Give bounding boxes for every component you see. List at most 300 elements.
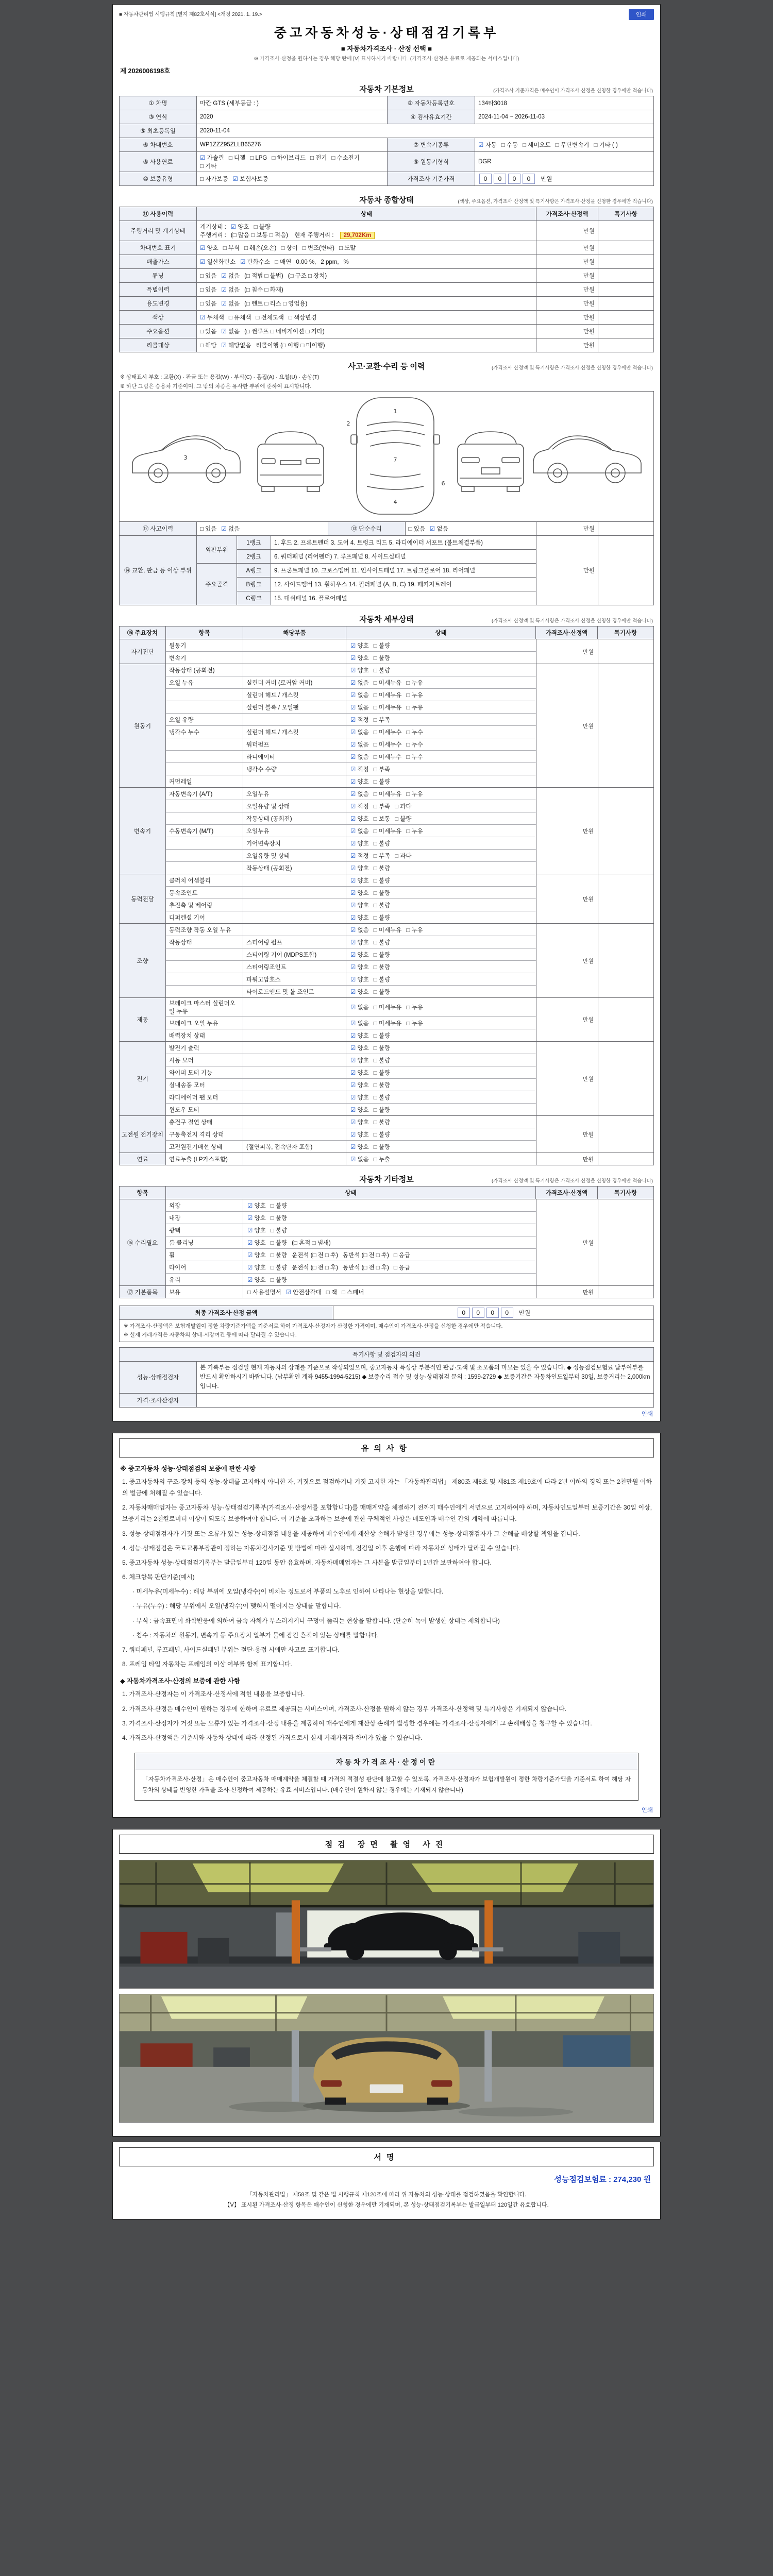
car-name-label: ① 차명 [120,96,197,110]
price-digit-box: 0 [472,1308,484,1318]
price-cell: 만원 [536,536,598,605]
checkbox-option[interactable]: □ 불량 [270,1264,288,1271]
checkbox-option[interactable]: □ 불량 [373,1032,391,1039]
opinion-text: 본 기록부는 점검일 현재 자동차의 상태를 기준으로 작성되었으며, 중고자동차 특성상 부분적인 판금·도색 및 소모품의 마모는 있을 수 있습니다. ◆ 성능점검보험료 납부여부를 반드시 확인하시기 바랍니다. (납부확인 계좌 9455-1994-5215) ◆ 보증수리 접수 및 성능·상태점검 문의 : 1599-2729 ◆ 보증기간은 자동차인도일부터 30일, 보증거리는 2,000km입니다. [197,1361,654,1393]
checkbox-option[interactable]: □ 불량 [373,890,391,896]
detail-item: 발전기 출력 [166,1042,243,1054]
checkbox-option[interactable]: ☑ 안전삼각대 [285,1289,322,1296]
accident-history-label: ⑫ 사고이력 [120,522,197,536]
checkbox-option[interactable]: □ 누유 [406,680,423,686]
col-price: 가격조사·산정액 [536,626,598,639]
checkbox-option[interactable]: ☑ 탄화수소 [240,259,271,265]
definition-title: 자동차가격조사·산정이란 [135,1753,638,1770]
device-name: 제동 [120,998,166,1041]
checkbox-option[interactable]: □ 잭 [326,1289,337,1296]
checkbox-option[interactable]: □ 있음 [200,287,217,293]
rank-label: C랭크 [237,591,271,605]
detail-item: 자동변속기 (A/T) [166,788,243,800]
checkbox-option[interactable]: □ 미세누유 [373,927,402,934]
checkbox-option[interactable]: ☑ 양호 [350,1045,369,1052]
checkbox-option[interactable]: ☑ 양호 [350,1082,369,1089]
checkbox-option[interactable]: ☑ 양호 [350,890,369,896]
checkbox-option[interactable]: □ 불량 [373,989,391,995]
checkbox-option[interactable]: □ 누유 [406,791,423,798]
checkbox-option[interactable]: ☑ 없음 [221,273,240,279]
notice-item: 1. 가격조사·산정자는 이 가격조사·산정서에 적힌 내용을 보증합니다. [122,1690,305,1698]
detail-row [166,788,536,800]
detail-state [346,961,536,973]
checkbox-option[interactable]: (□ 많음 □ 보통 □ 적음) [230,232,288,239]
checkbox-option[interactable]: □ 사용설명서 [247,1289,281,1296]
checkbox-option[interactable]: ☑ 양호 [350,642,369,649]
col-note: 특기사항 [614,1190,637,1196]
checkbox-option[interactable]: (□ 렌트 □ 리스 □ 영업용) [244,301,308,307]
car-diagram-panel [119,391,654,521]
checkbox-option[interactable]: □ 불량 [373,1094,391,1101]
checkbox-option[interactable]: □ 수소전기 [331,155,360,161]
final-price-table [119,1306,654,1320]
device-group [120,787,653,874]
checkbox-option[interactable]: □ 유채색 [228,315,251,321]
detail-part [243,911,346,923]
note-cell [598,788,653,874]
checkbox-option[interactable]: 운전석 (□ 전 □ 후) [292,1264,338,1271]
rank-label: A랭크 [237,564,271,578]
checkbox-option[interactable]: □ 미세누유 [373,680,402,686]
detail-part [243,1029,346,1041]
checkbox-option[interactable]: □ 누유 [406,927,423,934]
checkbox-option[interactable]: □ 불량 [373,642,391,649]
checkbox-option[interactable]: □ 불량 [373,840,391,847]
device-group [120,664,653,787]
checkbox-option[interactable]: ☑ 자동 [478,142,497,148]
inspection-period-label: ④ 검사유효기간 [388,110,475,124]
detail-state [346,838,536,849]
checkbox-option[interactable]: □ 불량 [373,1107,391,1113]
checkbox-option[interactable]: □ 부식 [223,245,240,251]
checkbox-option[interactable]: □ 누유 [406,692,423,699]
checkbox-option[interactable]: ☑ 양호 [350,902,369,909]
print-link[interactable]: 인쇄 [641,1411,653,1417]
checkbox-option[interactable]: □ 자가보증 [200,176,228,182]
section-note-detail: (가격조사·산정액 및 특기사항은 가격조사·산정을 신청한 경우에만 적습니다) [492,618,653,624]
note-cell [598,311,654,325]
price-cell: 만원 [536,522,598,536]
price-basis-note [119,1320,654,1342]
checkbox-option[interactable]: □ 누수 [406,729,423,736]
usage-history-row [120,297,654,311]
detail-item: 충전구 절연 상태 [166,1116,243,1128]
checkbox-option[interactable]: □ 누유 [406,704,423,711]
checkbox-option[interactable]: (□ 침수 □ 화재) [244,287,283,293]
note-cell [598,874,653,923]
checkbox-option[interactable]: □ 불량 [373,667,391,674]
checkbox-option[interactable]: ☑ 무채색 [200,315,224,321]
checkbox-option[interactable]: ☑ 없음 [350,680,369,686]
signature-page [112,2142,661,2220]
checkbox-option[interactable]: □ 수동 [501,142,518,148]
car-diagram-top [351,398,440,514]
checkbox-option[interactable]: ☑ 없음 [350,729,369,736]
checkbox-option[interactable]: □ 세미오토 [523,142,551,148]
checkbox-option[interactable]: □ 불량 [373,1045,391,1052]
checkbox-option[interactable]: □ 불량 [373,939,391,946]
signature-footer-line: 「자동차관리법」 제58조 및 같은 법 시행규칙 제120조에 따라 위 자동차의 성능·상태를 점검하였음을 확인합니다. [246,2191,527,2198]
detail-part: 워터펌프 [243,738,346,750]
checkbox-option[interactable]: (□ 적법 □ 불법) [244,273,283,279]
checkbox-option[interactable]: □ 있음 [200,329,217,335]
checkbox-option[interactable]: % [343,259,349,265]
checkbox-option[interactable]: ☑ 적정 [350,717,369,723]
checkbox-option[interactable]: ☑ 양호 [230,224,249,230]
etc-group [120,1285,653,1298]
checkbox-option[interactable]: ☑ 적정 [350,853,369,859]
row-label: 리콜대상 [120,338,197,352]
checkbox-option[interactable]: ☑ 양호 [350,964,369,971]
checkbox-option[interactable]: ☑ 양호 [350,976,369,983]
checkbox-option[interactable]: □ 불량 [373,976,391,983]
checkbox-option[interactable]: ☑ 양호 [350,1070,369,1076]
engine-type-value: DGR [475,152,654,172]
checkbox-option[interactable]: 동반석 (□ 전 □ 후) [342,1252,389,1259]
checkbox-option[interactable]: ☑ 없음 [350,927,369,934]
checkbox-option[interactable]: 계기상태 : [200,224,226,230]
detail-state [346,974,536,985]
checkbox-option[interactable]: ☑ 양호 [350,655,369,662]
detail-part: 냉각수 수량 [243,763,346,775]
detail-item [166,751,243,762]
detail-item: 배력장치 상태 [166,1029,243,1041]
checkbox-option[interactable]: □ 불량 [373,902,391,909]
detail-part: 스티어링조인트 [243,961,346,973]
device-name: 변속기 [120,788,166,874]
print-button-top[interactable]: 인쇄 [629,9,654,20]
note-cell [598,269,654,283]
checkbox-option[interactable]: □ 불량 [373,914,391,921]
checkbox-option[interactable]: □ 불량 [395,816,412,822]
car-name-value: 마칸 GTS (세부등급 : ) [197,96,388,110]
checkbox-option[interactable]: □ 해당 [200,343,217,349]
detail-row [166,800,536,812]
checkbox-option[interactable]: □ 누유 [406,828,423,835]
checkbox-option[interactable]: □ 누유 [406,1020,423,1027]
checkbox-option[interactable]: □ 미세누유 [373,692,402,699]
price-cell: 만원 [536,338,598,352]
transmission-label: ⑦ 변속기종류 [388,138,475,152]
checkbox-option[interactable]: □ 불량 [373,1144,391,1150]
checkbox-option[interactable]: ☑ 양호 [350,865,369,872]
checkbox-option[interactable]: 0.00 %, [296,259,316,265]
checkbox-option[interactable]: ☑ 양호 [247,1240,266,1246]
checkbox-option[interactable]: ☑ 양호 [247,1215,266,1222]
checkbox-option[interactable]: □ 불량 [254,224,271,230]
checkbox-option[interactable]: □ 무단변속기 [555,142,590,148]
checkbox-option[interactable]: □ 미세누유 [373,828,402,835]
checkbox-option[interactable]: □ 미세누유 [373,1020,402,1027]
fuel-options [197,152,388,172]
opinion-row [120,1361,654,1393]
detail-part [243,1104,346,1115]
usage-history-row [120,311,654,325]
checkbox-option[interactable]: □ 전기 [310,155,327,161]
checkbox-option[interactable]: 동반석 (□ 전 □ 후) [342,1264,389,1271]
device-name: 동력전달 [120,874,166,923]
checkbox-option[interactable]: ☑ 양호 [350,1057,369,1064]
col-note: 특기사항 [598,207,654,221]
checkbox-option[interactable]: ☑ 없음 [429,526,448,532]
checkbox-option[interactable]: ☑ 보험사보증 [232,176,268,182]
detail-state [346,912,536,923]
checkbox-option[interactable]: □ 디젤 [228,155,246,161]
vin-value: WP1ZZZ95ZLLB65276 [197,138,388,152]
checkbox-option[interactable]: ☑ 양호 [350,1131,369,1138]
checkbox-option[interactable]: □ 불량 [373,1119,391,1126]
checkbox-option[interactable]: ☑ 없음 [350,1005,369,1011]
checkbox-option[interactable]: □ 불량 [373,778,391,785]
checkbox-option[interactable]: □ 미세누수 [373,729,402,736]
price-cell: 만원 [536,221,598,241]
checkbox-option[interactable]: ☑ 적정 [350,803,369,810]
checkbox-option[interactable]: 운전석 (□ 전 □ 후) [292,1252,338,1259]
checkbox-option[interactable]: ☑ 없음 [350,754,369,760]
notice-item: · 침수 : 자동차의 원동기, 변속기 등 주요장치 일부가 물에 잠긴 흔적이 있는 상태를 말합니다. [122,1631,379,1639]
checkbox-option[interactable]: □ 불량 [373,1070,391,1076]
checkbox-option[interactable]: □ 미세누수 [373,741,402,748]
checkbox-option[interactable]: ☑ 양호 [350,1094,369,1101]
note-cell [598,1042,653,1115]
checkbox-option[interactable]: □ LPG [250,155,267,161]
detail-part [243,1116,346,1128]
car-diagrams [124,395,649,518]
detail-row [166,1078,536,1091]
checkbox-option[interactable]: ☑ 양호 [247,1202,266,1209]
checkbox-option[interactable]: □ 불량 [373,877,391,884]
checkbox-option[interactable]: □ 있음 [200,526,217,532]
checkbox-option[interactable]: ☑ 양호 [247,1227,266,1234]
detail-item: 작동상태 [166,936,243,948]
fuel-label: ⑧ 사용연료 [120,152,197,172]
checkbox-option[interactable]: □ 불량 [270,1202,288,1209]
checkbox-option[interactable]: ☑ 양호 [350,667,369,674]
checkbox-option[interactable]: □ 매연 [275,259,292,265]
checkbox-option[interactable]: □ 응급 [393,1252,411,1259]
notice-item: · 누유(누수) : 해당 부위에서 오일(냉각수)이 맺혀서 떨어지는 상태를 말합니다. [122,1602,341,1610]
checkbox-option[interactable]: ☑ 양호 [350,840,369,847]
detail-item: 작동상태 (공회전) [166,664,243,676]
checkbox-option[interactable]: ☑ 일산화탄소 [200,259,236,265]
device-group [120,997,653,1041]
checkbox-option[interactable]: □ 불량 [373,655,391,662]
checkbox-option[interactable]: □ 불량 [373,865,391,872]
checkbox-option[interactable]: □ 미세누유 [373,1005,402,1011]
checkbox-option[interactable]: □ 불량 [270,1240,288,1246]
detail-state [346,937,536,948]
price-digit-box: 0 [508,174,520,184]
row-options [197,269,536,283]
checkbox-option[interactable]: □ 누수 [406,754,423,760]
checkbox-option[interactable]: □ 불량 [373,964,391,971]
checkbox-option[interactable]: ☑ 양호 [350,939,369,946]
detail-part [243,664,346,676]
checkbox-option[interactable]: (□ 구조 □ 장치) [288,273,327,279]
detail-part: 오일누유 [243,825,346,837]
checkbox-option[interactable]: □ 하이브리드 [272,155,306,161]
checkbox-option[interactable]: ☑ 양호 [200,245,219,251]
checkbox-option[interactable]: (□ 흔적 □ 냄새) [292,1240,331,1246]
price-digit-box: 0 [523,174,535,184]
row-label: 차대번호 표기 [120,241,197,255]
etc-row [166,1273,536,1285]
detail-state [346,813,536,824]
checkbox-option[interactable]: □ 있음 [200,273,217,279]
checkbox-option[interactable]: □ 색상변경 [288,315,317,321]
checkbox-option[interactable]: □ 상이 [281,245,298,251]
checkbox-option[interactable]: □ 기타 ( ) [594,142,618,148]
checkbox-option[interactable]: ☑ 없음 [350,1020,369,1027]
detail-row [166,861,536,874]
checkbox-option[interactable]: □ 기타 [200,163,217,170]
price-digit-box: 0 [494,174,506,184]
checkbox-option[interactable]: □ 응급 [393,1264,411,1271]
checkbox-option[interactable]: □ 누유 [406,1005,423,1011]
checkbox-option[interactable]: □ 과다 [395,803,412,810]
checkbox-option[interactable]: ☑ 없음 [221,526,240,532]
basis-line: ※ 실제 거래가격은 자동차의 상태·시장여건 등에 따라 달라질 수 있습니다. [124,1331,297,1338]
checkbox-option[interactable]: ☑ 없음 [350,828,369,835]
detail-part: 오일누유 [243,788,346,800]
detail-state [346,1092,536,1103]
checkbox-option[interactable]: □ 불량 [373,1131,391,1138]
checkbox-option[interactable]: ☑ 양호 [350,914,369,921]
checkbox-option[interactable]: □ 불량 [373,1057,391,1064]
checkbox-option[interactable]: 주행거리 : [200,232,226,239]
checkbox-option[interactable]: □ 미세누수 [373,754,402,760]
checkbox-option[interactable]: □ 미세누유 [373,704,402,711]
col-price: 가격조사·산정액 [536,1187,598,1199]
checkbox-option[interactable]: ☑ 양호 [350,952,369,958]
etc-item: 내장 [166,1212,243,1224]
checkbox-option[interactable]: ☑ 양호 [247,1277,266,1283]
detail-item [166,763,243,775]
note-cell [598,325,654,338]
checkbox-option[interactable]: □ 부족 [373,766,391,773]
price-digit-box: 0 [486,1308,499,1318]
detail-row [166,1016,536,1029]
checkbox-option[interactable]: ☑ 양호 [247,1264,266,1271]
detail-row [166,1128,536,1140]
note-cell [598,1286,653,1298]
checkbox-option[interactable]: ☑ 양호 [350,1032,369,1039]
notice-item: 2. 자동차매매업자는 중고자동차 성능·상태점검기록부(가격조사·산정서를 포함합니다)를 매매계약을 체결하기 전까지 매수인에게 서면으로 고지하여야 하며, 자동차인도일부터 보증기간은 30일 이상, 보증거리는 2천킬로미터 이상이 되도록 보증하여야 합니다. 이 기준을 초과하는 보증에 관한 구체적인 사항은 매도인과 매수인 간의 계약에 따릅니다. [122,1504,654,1523]
checkbox-option[interactable]: ☑ 없음 [350,791,369,798]
col-item-group: 항목 [120,1187,166,1199]
detail-row [166,849,536,861]
checkbox-option[interactable]: □ 불량 [270,1277,288,1283]
checkbox-option[interactable]: ☑ 없음 [350,692,369,699]
detail-item: 브레이크 오일 누유 [166,1017,243,1029]
checkbox-option[interactable]: ☑ 양호 [350,877,369,884]
final-price-label: 최종 가격조사·산정 금액 [120,1306,333,1320]
checkbox-option[interactable]: □ 불량 [270,1227,288,1234]
print-link[interactable]: 인쇄 [641,1807,653,1814]
checkbox-option[interactable]: ☑ 가솔린 [200,155,224,161]
checkbox-option[interactable]: ☑ 해당없음 [221,343,251,349]
detail-row [166,911,536,923]
device-group [120,923,653,997]
checkbox-option[interactable]: □ 미세누유 [373,791,402,798]
row-options [197,255,536,269]
checkbox-option[interactable]: ☑ 양호 [350,1107,369,1113]
checkbox-option[interactable]: □ 부족 [373,803,391,810]
checkbox-option[interactable]: □ 불량 [270,1215,288,1222]
detail-item: 클러치 어셈블리 [166,874,243,886]
checkbox-option[interactable]: ☑ 양호 [350,1144,369,1150]
svg-text:6: 6 [441,480,445,487]
checkbox-option[interactable]: ☑ 없음 [350,704,369,711]
etc-state [243,1262,536,1273]
checkbox-option[interactable]: ☑ 없음 [221,287,240,293]
detail-part [243,1042,346,1054]
checkbox-option[interactable]: □ 있음 [408,526,425,532]
checkbox-option[interactable]: □ 도말 [339,245,356,251]
section-note-accident: (가격조사·산정액 및 특기사항은 가격조사·산정을 신청한 경우에만 적습니다) [492,365,653,371]
checkbox-option[interactable]: □ 부족 [373,853,391,859]
detail-part [243,1091,346,1103]
detail-part: 라디에이터 [243,751,346,762]
checkbox-option[interactable]: ☑ 양호 [350,778,369,785]
price-cell: 만원 [536,788,598,874]
checkbox-option[interactable]: (□ 썬루프 □ 네비게이션 □ 기타) [244,329,325,335]
checkbox-option[interactable]: □ 부족 [373,717,391,723]
checkbox-option[interactable]: ☑ 없음 [221,329,240,335]
checkbox-option[interactable]: ☑ 양호 [247,1252,266,1259]
checkbox-option[interactable]: ☑ 없음 [350,1156,369,1163]
checkbox-option[interactable]: □ 불량 [373,952,391,958]
checkbox-option[interactable]: ☑ 적정 [350,766,369,773]
note-cell [598,536,654,605]
detail-item: 구동축전지 격리 상태 [166,1128,243,1140]
checkbox-option[interactable]: □ 누수 [406,741,423,748]
price-cell: 만원 [536,1199,598,1285]
svg-text:3: 3 [183,454,188,461]
checkbox-option[interactable]: □ 불량 [270,1252,288,1259]
checkbox-option[interactable]: ☑ 양호 [350,816,369,822]
checkbox-option[interactable]: □ 훼손(오손) [244,245,277,251]
checkbox-option[interactable]: □ 과다 [395,853,412,859]
detail-part [243,639,346,651]
checkbox-option[interactable]: □ 스패너 [342,1289,364,1296]
checkbox-option[interactable]: 리콜이행 (□ 이행 □ 미이행) [256,343,325,349]
checkbox-option[interactable]: □ 전체도색 [256,315,284,321]
detail-row [166,998,536,1016]
checkbox-option[interactable]: ☑ 양호 [350,989,369,995]
inspection-insurance-fee: 성능점검보험료 : 274,230 원 [554,2175,651,2184]
checkbox-option[interactable]: □ 누출 [373,1156,391,1163]
note-cell [598,664,653,787]
price-cell: 만원 [536,269,598,283]
checkbox-option[interactable]: □ 변조(변타) [302,245,334,251]
checkbox-option[interactable]: ☑ 양호 [350,1119,369,1126]
detail-part [243,899,346,911]
checkbox-option[interactable]: ☑ 없음 [221,301,240,307]
checkbox-option[interactable]: ☑ 없음 [350,741,369,748]
checkbox-option[interactable]: 2 ppm, [321,259,339,265]
detail-state [346,1129,536,1140]
checkbox-option[interactable]: □ 보통 [373,816,391,822]
checkbox-option[interactable]: □ 있음 [200,301,217,307]
detail-state [346,875,536,886]
checkbox-option[interactable]: □ 불량 [373,1082,391,1089]
